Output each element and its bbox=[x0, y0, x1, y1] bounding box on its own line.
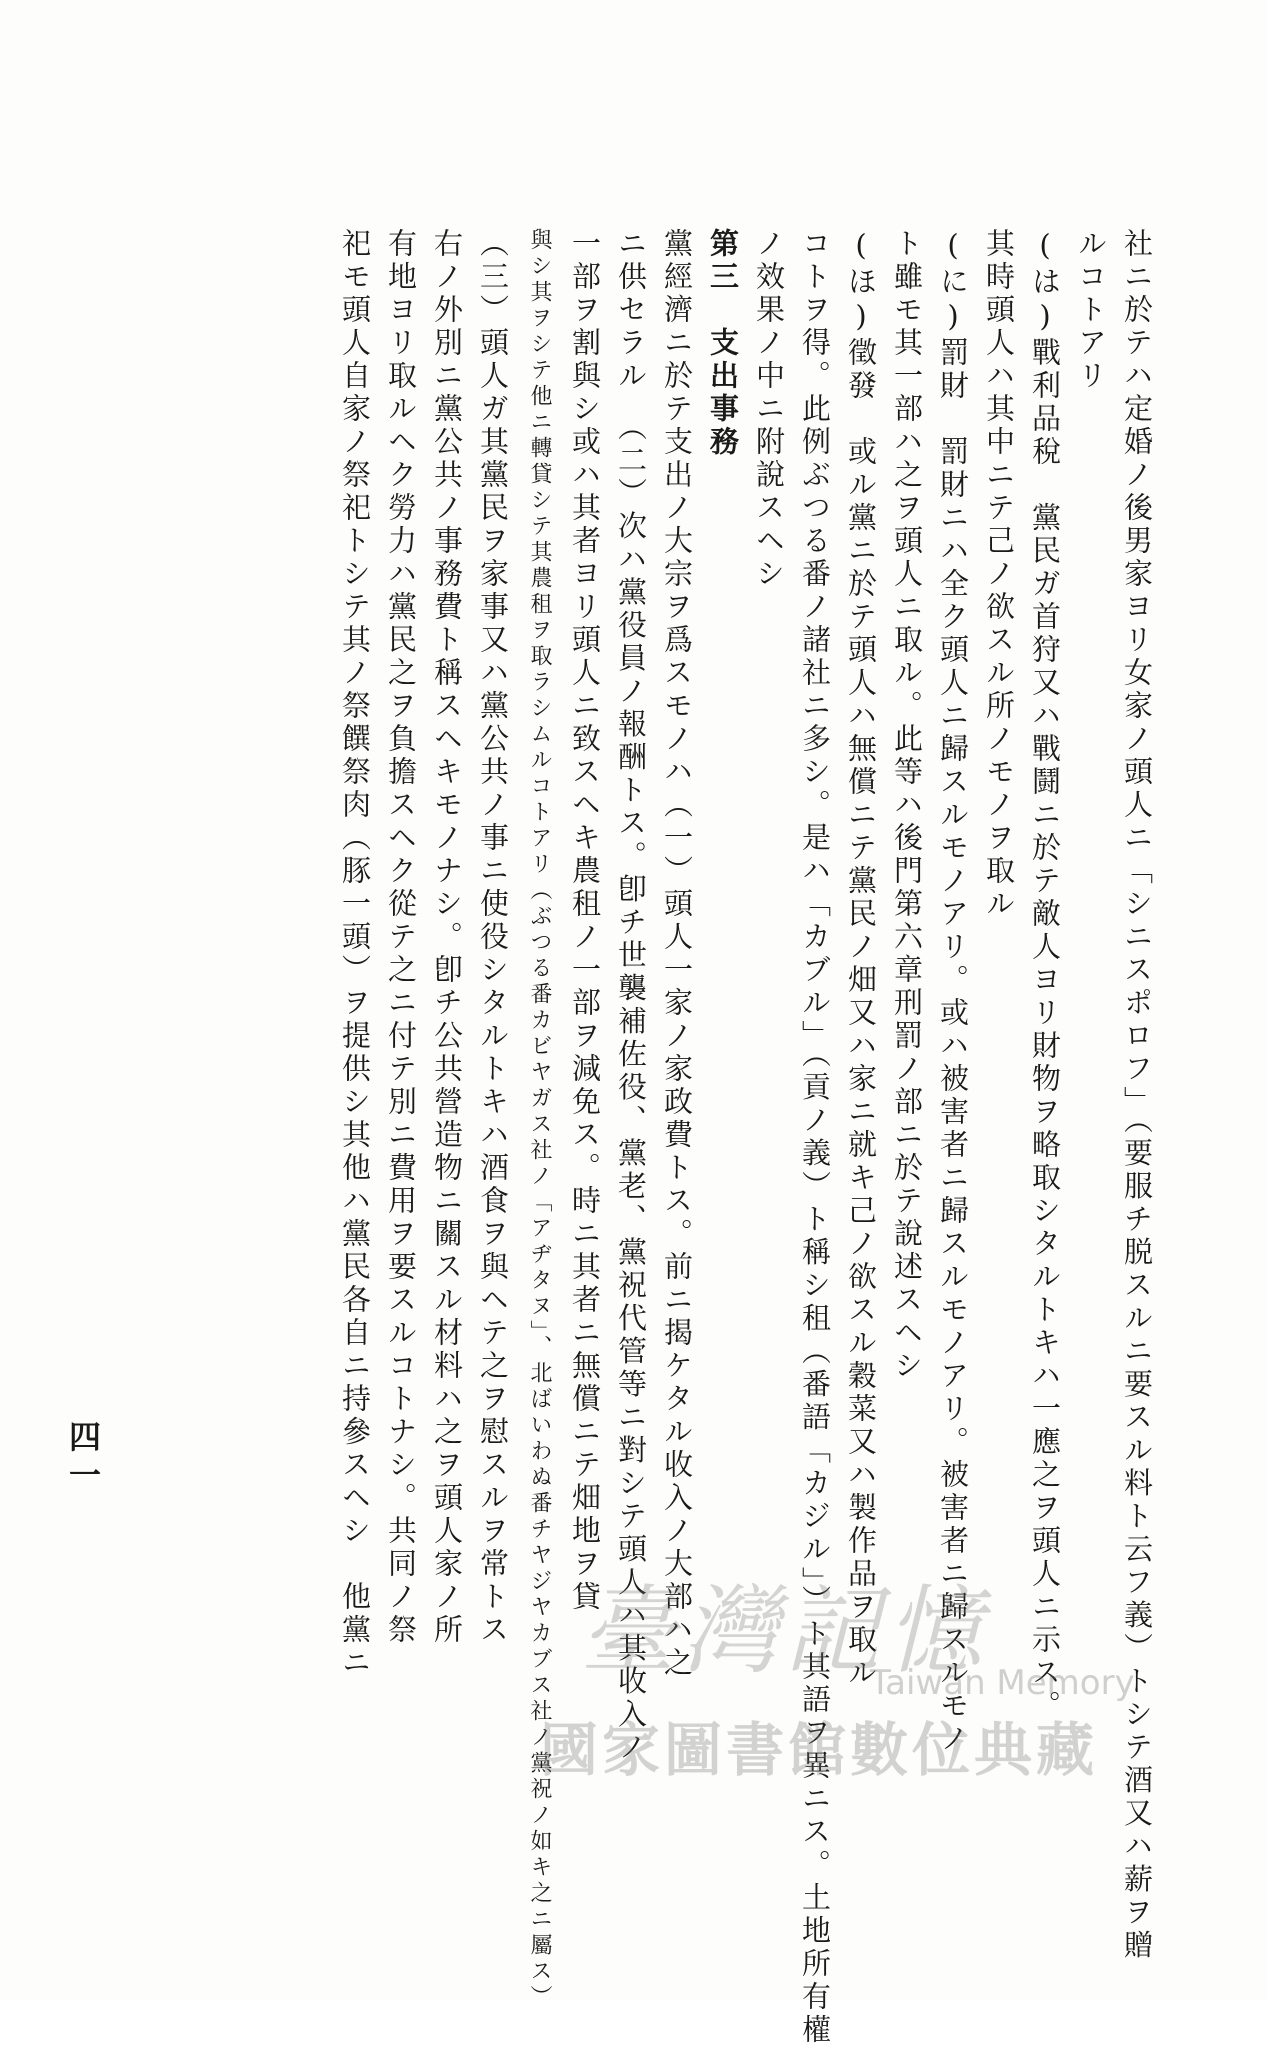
text-column: （三）頭人ガ其黨民ヲ家事又ハ黨公共ノ事ニ使役シタルトキハ酒食ヲ與ヘテ之ヲ慰スルヲ常トス bbox=[476, 228, 510, 1647]
text-column: 社ニ於テハ定婚ノ後男家ヨリ女家ノ頭人ニ「シニスポロフ」（要服チ脱スルニ要スル料ト云フ義）トシテ酒又ハ薪ヲ贈 bbox=[1120, 228, 1154, 1963]
text-column: (に)罰財 罰財ニハ全ク頭人ニ歸スルモノアリ。或ハ被害者ニ歸スルモノアリ。被害者ニ歸スルモノ bbox=[936, 228, 970, 1756]
text-column: コトヲ得。此例ぶつる番ノ諸社ニ多シ。是ハ「カブル」（貢ノ義）ト稱シ租（番語「カジル」）ト其語ヲ異ニス。土地所有權 bbox=[798, 228, 832, 2047]
watermark-subtitle: 國家圖書館數位典藏 bbox=[540, 1716, 1099, 1784]
text-column: 右ノ外別ニ黨公共ノ事務費ト稱スヘキモノナシ。卽チ公共營造物ニ關スル材料ハ之ヲ頭人家ノ所 bbox=[430, 228, 464, 1647]
text-column: ルコトアリ bbox=[1074, 228, 1108, 393]
watermark-english: Taiwan Memory bbox=[870, 1663, 1135, 1703]
text-column: ト雖モ其一部ハ之ヲ頭人ニ取ル。此等ハ後門第六章刑罰ノ部ニ於テ說述スヘシ bbox=[890, 228, 924, 1383]
text-column: ニ供セラル （二）次ハ黨役員ノ報酬トス。卽チ世襲補佐役、黨老、黨祝代管等ニ對シテ頭人ハ其收入ノ bbox=[614, 228, 648, 1765]
text-column: (ほ)徵發 或ル黨ニ於テ頭人ハ無償ニテ黨民ノ畑又ハ家ニ就キ己ノ欲スル穀菜又ハ製作品ヲ取ル bbox=[844, 228, 878, 1690]
watermark-main: 臺灣記憶 bbox=[580, 1575, 988, 1687]
text-column: ノ效果ノ中ニ附說スヘシ bbox=[752, 228, 786, 591]
text-column: 祀モ頭人自家ノ祭祀トシテ其ノ祭饌祭肉（豚一頭）ヲ提供シ其他ハ黨民各自ニ持參スヘシ 他黨ニ bbox=[338, 228, 372, 1680]
page-number: 四一 bbox=[64, 1420, 102, 1496]
text-column: 一部ヲ割與シ或ハ其者ヨリ頭人ニ致スヘキ農租ノ一部ヲ減免ス。時ニ其者ニ無償ニテ畑地ヲ貸 bbox=[568, 228, 602, 1614]
vertical-text-body bbox=[200, 228, 1160, 2047]
text-column: (は)戰利品稅 黨民ガ首狩又ハ戰鬪ニ於テ敵人ヨリ財物ヲ略取シタルトキハ一應之ヲ頭人ニ示ス。 bbox=[1028, 228, 1062, 1723]
section-heading: 第三 支出事務 bbox=[706, 228, 740, 459]
text-column: 黨經濟ニ於テ支出ノ大宗ヲ爲スモノハ（一）頭人一家ノ家政費トス。前ニ揭ケタル收入ノ大部ハ之 bbox=[660, 228, 694, 1680]
text-column: 其時頭人ハ其中ニテ己ノ欲スル所ノモノヲ取ル bbox=[982, 228, 1016, 921]
text-column: 有地ヨリ取ルヘク勞力ハ黨民之ヲ負擔スヘク從テ之ニ付テ別ニ費用ヲ要スルコトナシ。共同ノ祭 bbox=[384, 228, 418, 1647]
text-column: 與シ其ヲシテ他ニ轉貸シテ其農租ヲ取ラシムルコトアリ（ぶつる番カビヤガス社ノ「アヂタヌ」、北ばいわぬ番チヤジヤカブス社ノ黨祝ノ如キ之ニ屬ス） bbox=[527, 228, 552, 2011]
